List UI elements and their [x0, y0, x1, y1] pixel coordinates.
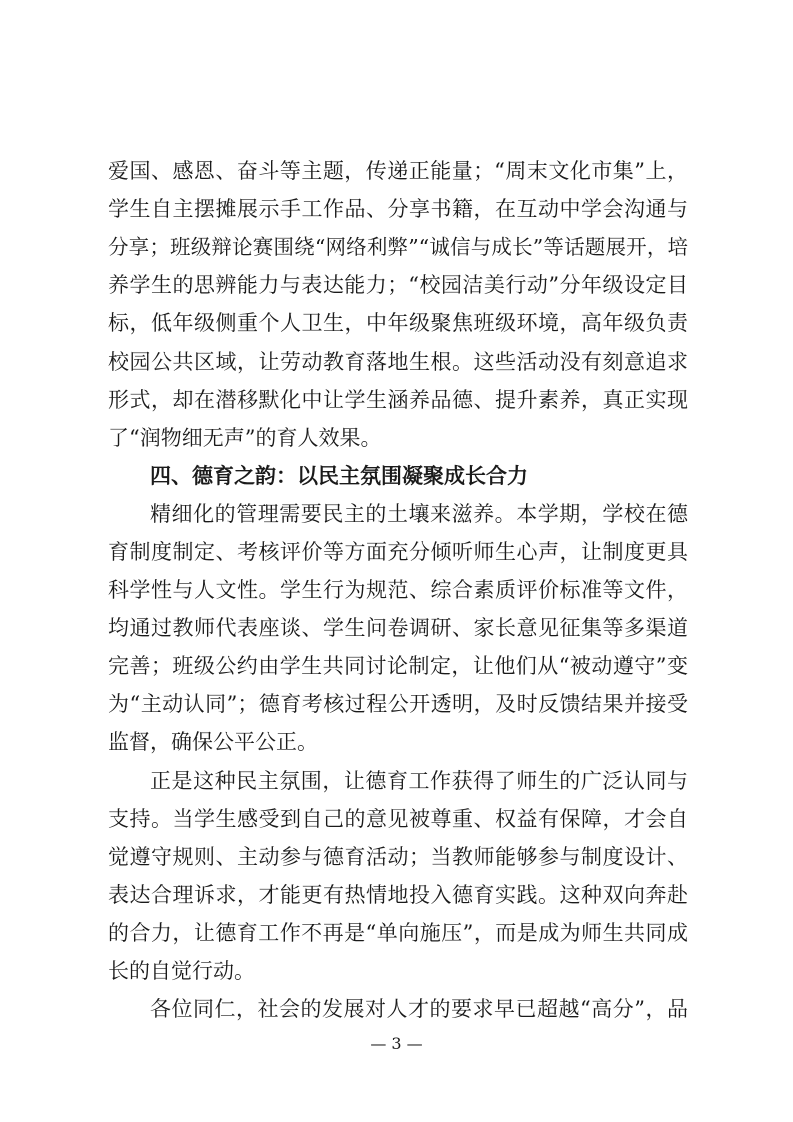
- text-line: 形式，却在潜移默化中让学生涵养品德、提升素养，真正实现: [108, 388, 688, 412]
- text-line: 校园公共区域，让劳动教育落地生根。这些活动没有刻意追求: [108, 350, 688, 374]
- text-line: 长的自觉行动。: [108, 959, 255, 983]
- text-line: 的合力，让德育工作不再是“单向施压”，而是成为师生共同成: [108, 921, 688, 945]
- text-line: 科学性与人文性。学生行为规范、综合素质评价标准等文件，: [108, 578, 688, 602]
- text-line: 正是这种民主氛围，让德育工作获得了师生的广泛认同与: [150, 769, 688, 793]
- text-line: 育制度制定、考核评价等方面充分倾听师生心声，让制度更具: [108, 540, 688, 564]
- text-line: 养学生的思辨能力与表达能力；“校园洁美行动”分年级设定目: [108, 273, 688, 297]
- section-heading: 四、德育之韵：以民主氛围凝聚成长合力: [150, 463, 528, 488]
- text-line: 支持。当学生感受到自己的意见被尊重、权益有保障，才会自: [108, 807, 688, 831]
- text-line: 均通过教师代表座谈、学生问卷调研、家长意见征集等多渠道: [108, 616, 688, 640]
- text-line: 标，低年级侧重个人卫生，中年级聚焦班级环境，高年级负责: [108, 311, 688, 335]
- text-line: 了“润物细无声”的育人效果。: [108, 426, 382, 450]
- text-line: 监督，确保公平公正。: [108, 730, 318, 754]
- text-line: 精细化的管理需要民主的土壤来滋养。本学期，学校在德: [150, 502, 688, 526]
- text-line: 爱国、感恩、奋斗等主题，传递正能量；“周末文化市集”上，: [108, 159, 688, 183]
- text-line: 完善；班级公约由学生共同讨论制定，让他们从“被动遵守”变: [108, 654, 688, 678]
- text-line: 为“主动认同”；德育考核过程公开透明，及时反馈结果并接受: [108, 692, 688, 716]
- text-line: 学生自主摆摊展示手工作品、分享书籍，在互动中学会沟通与: [108, 197, 688, 221]
- text-line: 觉遵守规则、主动参与德育活动；当教师能够参与制度设计、: [108, 845, 688, 869]
- page-number: — 3 —: [370, 1034, 423, 1053]
- text-line: 表达合理诉求，才能更有热情地投入德育实践。这种双向奔赴: [108, 883, 688, 907]
- text-line: 分享；班级辩论赛围绕“网络利弊”“诚信与成长”等话题展开，培: [108, 235, 688, 259]
- text-line: 各位同仁，社会的发展对人才的要求早已超越“高分”，品: [150, 997, 688, 1021]
